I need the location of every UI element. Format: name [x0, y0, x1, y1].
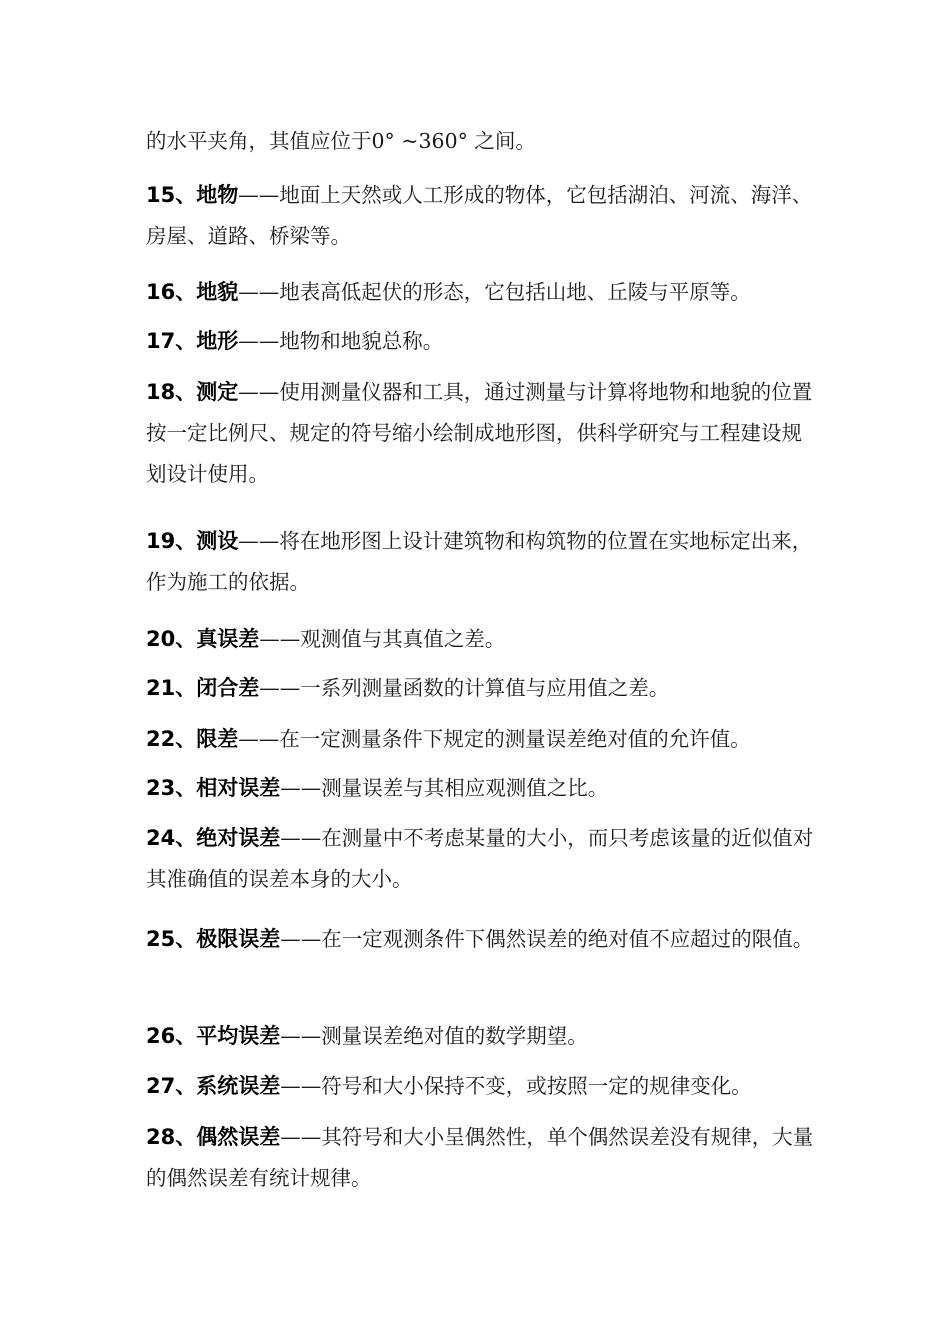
item-definition: ——一系列测量函数的计算值与应用值之差。 [259, 676, 670, 700]
item-term: 测定 [196, 380, 239, 404]
definition-item-20 [146, 619, 814, 660]
item-definition: ——符号和大小保持不变，或按照一定的规律变化。 [280, 1074, 752, 1098]
item-term: 真误差 [196, 627, 260, 651]
item-definition: ——在一定测量条件下规定的测量误差绝对值的允许值。 [238, 727, 751, 751]
item-term: 地物 [196, 183, 239, 207]
item-number: 17、 [146, 329, 197, 353]
definition-item-26 [146, 1016, 814, 1057]
item-number: 26、 [146, 1024, 197, 1048]
definition-item-18 [146, 372, 814, 495]
item-number: 19、 [146, 529, 197, 553]
item-definition: ——观测值与其真值之差。 [259, 627, 506, 651]
definition-item-23 [146, 768, 814, 809]
definition-item-15 [146, 175, 814, 257]
item-term: 地形 [196, 329, 239, 353]
item-definition: ——地物和地貌总称。 [238, 329, 444, 353]
item-term: 绝对误差 [196, 826, 281, 850]
item-number: 15、 [146, 183, 197, 207]
item-number: 25、 [146, 927, 197, 951]
definition-item-17 [146, 321, 814, 362]
item-definition: ——地表高低起伏的形态，它包括山地、丘陵与平原等。 [238, 280, 751, 304]
item-number: 16、 [146, 280, 197, 304]
definition-item-16 [146, 272, 814, 313]
item-number: 21、 [146, 676, 197, 700]
item-number: 28、 [146, 1125, 197, 1149]
item-number: 22、 [146, 727, 197, 751]
definition-item-25 [146, 919, 814, 960]
item-definition: ——测量误差与其相应观测值之比。 [280, 776, 609, 800]
definition-item-22 [146, 719, 814, 760]
item-term: 测设 [196, 529, 239, 553]
continuation-paragraph [146, 121, 814, 162]
item-number: 23、 [146, 776, 197, 800]
item-term: 系统误差 [196, 1074, 281, 1098]
item-term: 闭合差 [196, 676, 260, 700]
continuation-text: 的水平夹角，其值应位于0° ~360° 之间。 [146, 129, 536, 153]
definition-item-27 [146, 1066, 814, 1107]
item-number: 20、 [146, 627, 197, 651]
item-definition: ——在一定观测条件下偶然误差的绝对值不应超过的限值。 [280, 927, 814, 951]
item-definition: ——地面上天然或人工形成的物体，它包括湖泊、河流、海洋、房屋、道路、桥梁等。 [146, 183, 813, 248]
item-definition: ——其符号和大小呈偶然性，单个偶然误差没有规律，大量的偶然误差有统计规律。 [146, 1125, 814, 1190]
item-term: 极限误差 [196, 927, 281, 951]
definition-item-28 [146, 1117, 814, 1199]
item-term: 限差 [196, 727, 239, 751]
item-term: 地貌 [196, 280, 239, 304]
item-number: 24、 [146, 826, 197, 850]
item-definition: ——将在地形图上设计建筑物和构筑物的位置在实地标定出来，作为施工的依据。 [146, 529, 813, 594]
definition-item-24 [146, 818, 814, 900]
item-number: 27、 [146, 1074, 197, 1098]
item-definition: ——在测量中不考虑某量的大小，而只考虑该量的近似值对其准确值的误差本身的大小。 [146, 826, 814, 891]
definition-item-19 [146, 521, 814, 603]
item-number: 18、 [146, 380, 197, 404]
item-term: 偶然误差 [196, 1125, 281, 1149]
item-term: 相对误差 [196, 776, 281, 800]
definition-item-21 [146, 668, 814, 709]
item-definition: ——测量误差绝对值的数学期望。 [280, 1024, 588, 1048]
item-term: 平均误差 [196, 1024, 281, 1048]
item-definition: ——使用测量仪器和工具，通过测量与计算将地物和地貌的位置按一定比例尺、规定的符号缩小绘制成地形图，供科学研究与工程建设规划设计使用。 [146, 380, 813, 486]
